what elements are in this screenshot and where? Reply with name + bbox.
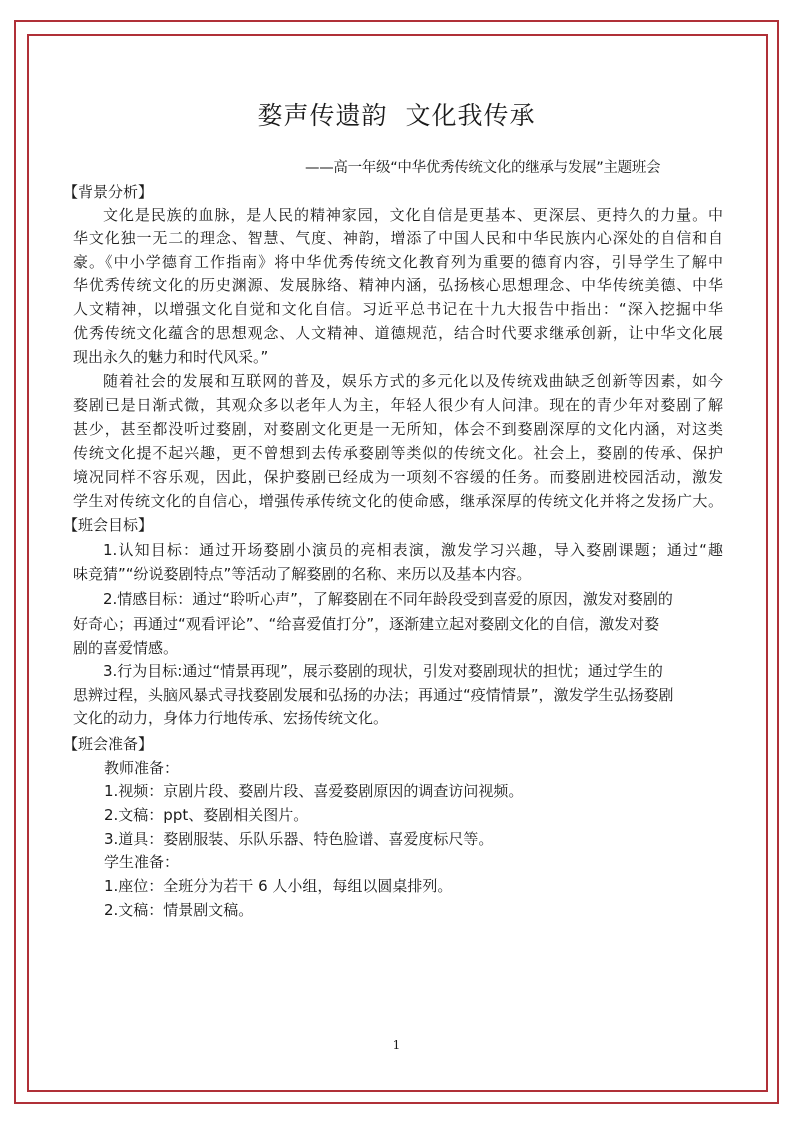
document-subtitle: ——高一年级“中华优秀传统文化的继承与发展”主题班会: [305, 160, 661, 176]
prep-item: 2.文稿：情景剧文稿。: [104, 901, 254, 919]
page-number: 1: [392, 1038, 401, 1052]
paragraph-line: 婺剧已是日渐式微，其观众多以老年人为主，年轻人很少有人问津。现在的青少年对婺剧了解: [73, 396, 723, 414]
paragraph-line: 学生对传统文化的自信心，增强传承传统文化的使命感，继承深厚的传统文化并将之发扬广大。: [73, 492, 723, 510]
section-heading-goals: 【班会目标】: [63, 516, 154, 534]
paragraph-line: 华优秀传统文化的历史渊源、发展脉络、精神内涵，弘扬核心思想理念、中华传统美德、中华: [73, 276, 723, 294]
paragraph-line: 优秀传统文化蕴含的思想观念、人文精神、道德规范，结合时代要求继承创新，让中华文化展: [73, 324, 723, 342]
paragraph-line: 随着社会的发展和互联网的普及，娱乐方式的多元化以及传统戏曲缺乏创新等因素，如今: [103, 372, 723, 390]
goal-line: 思辨过程，头脑风暴式寻找婺剧发展和弘扬的办法；再通过“疫情情景”，激发学生弘扬婺剧: [73, 686, 674, 704]
paragraph-line: 境况同样不容乐观，因此，保护婺剧已经成为一项刻不容缓的任务。而婺剧进校园活动，激发: [73, 468, 723, 486]
paragraph-line: 人文精神，以增强文化自觉和文化自信。习近平总书记在十九大报告中指出：“深入挖掘中华: [73, 300, 723, 318]
goal-line: 味竞猜”“纷说婺剧特点”等活动了解婺剧的名称、来历以及基本内容。: [73, 565, 532, 583]
section-heading-background: 【背景分析】: [63, 183, 154, 201]
paragraph-line: 豪。《中小学德育工作指南》将中华优秀传统文化教育列为重要的德育内容，引导学生了解中: [73, 253, 723, 271]
prep-subheading-teacher: 教师准备：: [104, 759, 180, 777]
prep-subheading-student: 学生准备：: [104, 853, 180, 871]
prep-item: 3.道具：婺剧服装、乐队乐器、特色脸谱、喜爱度标尺等。: [104, 830, 494, 848]
goal-line: 文化的动力，身体力行地传承、宏扬传统文化。: [73, 709, 389, 727]
prep-item: 1.视频：京剧片段、婺剧片段、喜爱婺剧原因的调查访问视频。: [104, 782, 524, 800]
goal-line: 剧的喜爱情感。: [73, 639, 179, 657]
section-heading-preparation: 【班会准备】: [63, 735, 154, 753]
paragraph-line: 华文化独一无二的理念、智慧、气度、神韵，增添了中国人民和中华民族内心深处的自信和自: [73, 229, 723, 247]
prep-item: 1.座位：全班分为若干 6 人小组，每组以圆桌排列。: [104, 877, 453, 895]
paragraph-line: 文化是民族的血脉，是人民的精神家园，文化自信是更基本、更深层、更持久的力量。中: [103, 206, 723, 224]
goal-line: 1.认知目标：通过开场婺剧小演员的亮相表演，激发学习兴趣，导入婺剧课题；通过“趣: [103, 541, 723, 559]
paragraph-line: 甚少，甚至都没听过婺剧，对婺剧文化更是一无所知，体会不到婺剧深厚的文化内涵，对这类: [73, 420, 723, 438]
goal-line: 2.情感目标：通过“聆听心声”，了解婺剧在不同年龄段受到喜爱的原因，激发对婺剧的: [103, 590, 673, 608]
paragraph-line: 现出永久的魅力和时代风采。”: [73, 348, 269, 366]
goal-line: 好奇心；再通过“观看评论”、“给喜爱值打分”，逐渐建立起对婺剧文化的自信，激发对婺: [73, 615, 660, 633]
prep-item: 2.文稿：ppt、婺剧相关图片。: [104, 806, 309, 824]
paragraph-line: 传统文化提不起兴趣，更不曾想到去传承婺剧等类似的传统文化。社会上，婺剧的传承、保护: [73, 444, 723, 462]
document-title: 婺声传遗韵 文化我传承: [257, 101, 536, 130]
goal-line: 3.行为目标:通过“情景再现”，展示婺剧的现状，引发对婺剧现状的担忧；通过学生的: [103, 662, 663, 680]
